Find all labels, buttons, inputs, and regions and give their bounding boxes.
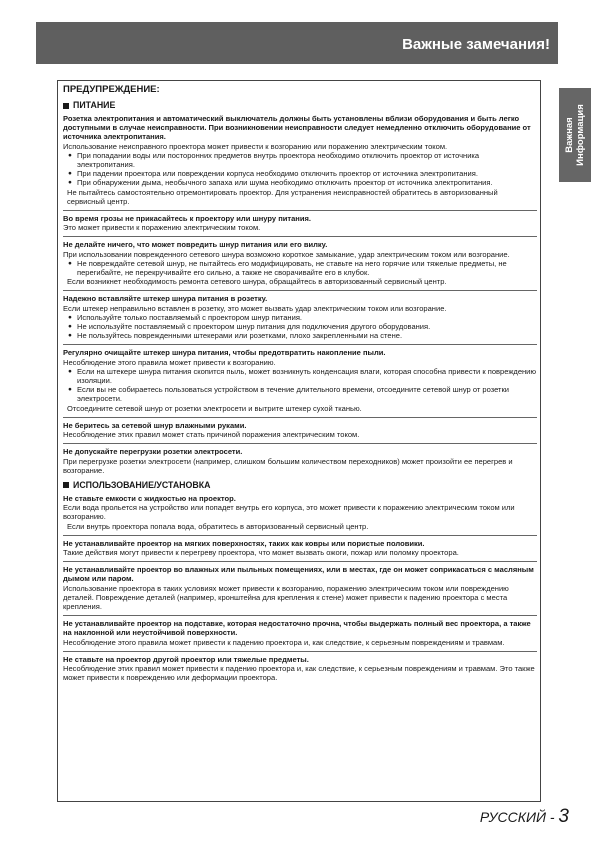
usage-item-1 <box>63 494 537 531</box>
item-text: Несоблюдение этих правил может стать причиной поражения электрическим током. <box>63 430 360 440</box>
item-text: Использование проектора в таких условиях может привести к возгоранию, поражению электрическим током или повреждению деталей. Повреждение деталей (например, кронштейна для крепления к стене) может привести к падению проектора с места крепления. <box>63 583 509 611</box>
side-tab-line1: Важная <box>564 117 575 153</box>
divider <box>63 651 537 652</box>
item-text: Если вода прольется на устройство или попадет внутрь его корпуса, это может привести к поражению электрическим током или возгоранию. <box>63 503 515 522</box>
warning-title: ПРЕДУПРЕЖДЕНИЕ: <box>63 84 160 95</box>
power-item-3 <box>63 240 537 286</box>
section-power-label: ПИТАНИЕ <box>73 100 116 110</box>
item-heading: Не беритесь за сетевой шнур влажными руками. <box>63 420 247 430</box>
item-heading: Не делайте ничего, что может повредить шнур питания или его вилку. <box>63 240 328 250</box>
usage-item-4 <box>63 619 537 647</box>
section-power-title <box>63 100 537 111</box>
bullet-item: ● Не пользуйтесь поврежденными штекерами или розетками, плохо закрепленными на стене. <box>63 331 537 340</box>
usage-item-5 <box>63 655 537 683</box>
item-text: Несоблюдение этого правила может привести к падению проектора и, как следствие, к серьезным повреждениям и травмам. <box>63 637 505 647</box>
item-heading: Не устанавливайте проектор на подставке, которая недостаточно прочна, чтобы выдержать полный вес проектора, а также на наклонной или неустойчивой поверхности. <box>63 619 531 638</box>
item-heading: Розетка электропитания и автоматический выключатель должны быть установлены вблизи оборудования и быть легко доступными в случае неисправности. При возникновении неисправности следует немедленно отключить оборудование от источника электропитания. <box>63 114 531 142</box>
section-usage-title <box>63 480 537 491</box>
page-footer <box>480 808 569 826</box>
page-number: 3 <box>558 806 569 827</box>
item-heading: Не устанавливайте проектор на мягких поверхностях, таких как ковры или пористые половики. <box>63 538 425 548</box>
bullet-list <box>63 367 537 404</box>
side-tab-line2: Информация <box>575 104 586 166</box>
item-text: Использование неисправного проектора может привести к возгоранию или поражению электрическим током. <box>63 141 448 151</box>
divider <box>63 615 537 616</box>
power-item-4 <box>63 294 537 340</box>
item-heading: Во время грозы не прикасайтесь к проектору или шнуру питания. <box>63 214 311 224</box>
divider <box>63 236 537 237</box>
item-heading: Не устанавливайте проектор во влажных или пыльных помещениях, или в местах, где он может соприкасаться с масляным дымом или паром. <box>63 565 534 584</box>
divider <box>63 443 537 444</box>
divider <box>63 344 537 345</box>
divider <box>63 290 537 291</box>
power-item-6 <box>63 421 537 439</box>
item-text: Если штекер неправильно вставлен в розетку, это может вызвать удар электрическим током или возгорание. <box>63 303 447 313</box>
bullet-item: ● Если на штекере шнура питания скопится пыль, может возникнуть конденсация влаги, которая способна привести к повреждению изоляции. <box>63 367 537 385</box>
bullet-item: ● При падении проектора или повреждении корпуса необходимо отключить проектор от источника электропитания. <box>63 169 537 178</box>
power-item-7 <box>63 447 537 475</box>
bullet-list <box>63 259 537 277</box>
item-text: Это может привести к поражению электрическим током. <box>63 223 261 233</box>
bullet-item: ● Не используйте поставляемый с проектором шнур питания для подключения другого оборудования. <box>63 322 537 331</box>
side-tab-label <box>564 104 586 166</box>
usage-item-3 <box>63 565 537 611</box>
power-item-2 <box>63 214 537 232</box>
item-text: При использовании поврежденного сетевого шнура возможно короткое замыкание, удар электрическим током или возгорание. <box>63 249 510 259</box>
item-note: Если внутрь проектора попала вода, обратитесь в авторизованный сервисный центр. <box>67 521 369 531</box>
page-title: Важные замечания! <box>402 36 550 53</box>
divider <box>63 417 537 418</box>
item-text: При перегрузке розетки электросети (например, слишком большим количеством переходников) может произойти ее перегрев и возгорание. <box>63 456 513 475</box>
item-heading: Не ставьте емкости с жидкостью на проектор. <box>63 493 236 503</box>
power-item-5 <box>63 348 537 412</box>
bullet-list <box>63 313 537 341</box>
divider <box>63 561 537 562</box>
item-text: Несоблюдение этого правила может привести к возгоранию. <box>63 357 276 367</box>
side-tab <box>559 88 591 182</box>
square-bullet-icon <box>63 103 69 109</box>
warning-content <box>63 84 537 685</box>
item-text: Такие действия могут привести к перегреву проектора, что может вызвать ожоги, пожар или поломку проектора. <box>63 547 459 557</box>
square-bullet-icon <box>63 482 69 488</box>
bullet-item: ● Используйте только поставляемый с проектором шнур питания. <box>63 313 537 322</box>
section-usage-label: ИСПОЛЬЗОВАНИЕ/УСТАНОВКА <box>73 479 211 490</box>
power-item-1 <box>63 114 537 206</box>
usage-item-2 <box>63 539 537 557</box>
item-heading: Не ставьте на проектор другой проектор или тяжелые предметы. <box>63 654 309 664</box>
item-heading: Надежно вставляйте штекер шнура питания в розетку. <box>63 294 268 304</box>
item-heading: Не допускайте перегрузки розетки электросети. <box>63 447 243 457</box>
item-note: Не пытайтесь самостоятельно отремонтировать проектор. Для устранения неисправностей обратитесь в авторизованный сервисный центр. <box>67 187 498 206</box>
header-bar <box>36 22 558 64</box>
item-note: Отсоедините сетевой шнур от розетки электросети и вытрите штекер сухой тканью. <box>67 403 362 413</box>
bullet-item: ● При обнаружении дыма, необычного запаха или шума необходимо отключить проектор от источника электропитания. <box>63 178 537 187</box>
bullet-list <box>63 151 537 188</box>
bullet-item: ● Если вы не собираетесь пользоваться устройством в течение длительного времени, отсоедините сетевой шнур от розетки электросети. <box>63 385 537 403</box>
item-text: Несоблюдение этих правил может привести к падению проектора и, как следствие, к серьезным повреждениям и травмам. Это также может привести к повреждению или деформации проектора. <box>63 663 535 683</box>
footer-language: РУССКИЙ - <box>479 809 559 825</box>
bullet-item: ● Не повреждайте сетевой шнур, не пытайтесь его модифицировать, не ставьте на него горячие или тяжелые предметы, не перегибайте, не перекручивайте его сильно, а также не сворачивайте его в клубок. <box>63 259 537 277</box>
item-note: Если возникнет необходимость ремонта сетевого шнура, обращайтесь в авторизованный сервисный центр. <box>67 277 447 287</box>
bullet-item: ● При попадании воды или посторонних предметов внутрь проектора необходимо отключить проектор от источника электропитания. <box>63 151 537 169</box>
item-heading: Регулярно очищайте штекер шнура питания, чтобы предотвратить накопление пыли. <box>63 348 386 358</box>
divider <box>63 210 537 211</box>
divider <box>63 535 537 536</box>
